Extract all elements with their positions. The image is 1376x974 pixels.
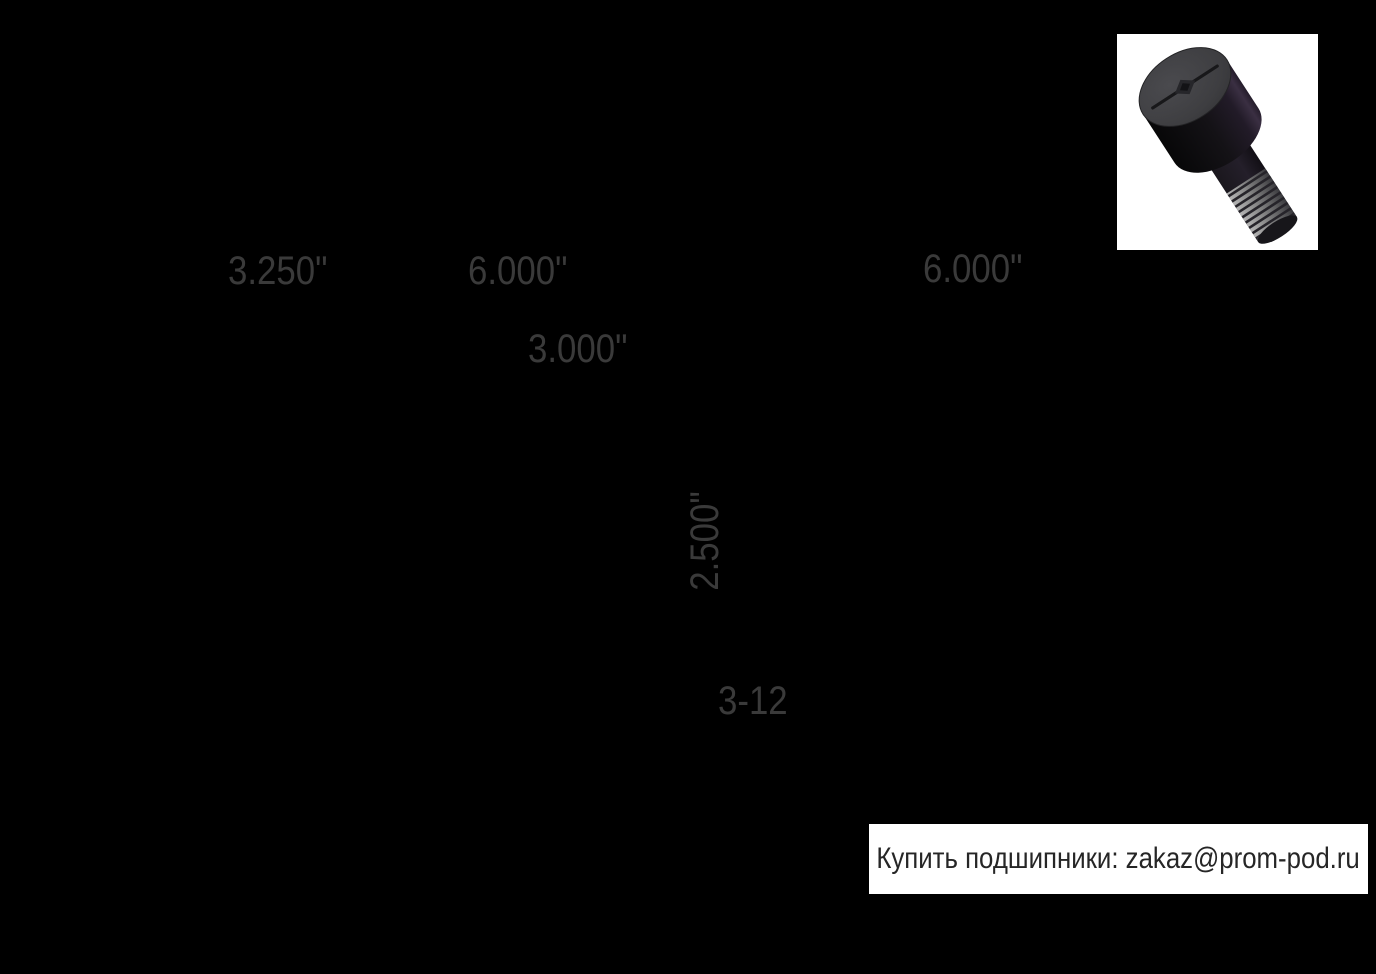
dim-label-roller-width: 3.000" [528, 327, 628, 371]
dim-label-stud-length: 3.250" [228, 249, 328, 293]
cam-follower-3d-render-image [1117, 34, 1318, 250]
dim-label-thread-spec: 3-12 [718, 679, 788, 723]
contact-banner [869, 824, 1368, 894]
product-photo [1117, 34, 1318, 250]
dim-label-stud-diameter: 2.500" [683, 491, 727, 591]
contact-text: Купить подшипники: zakaz@prom-pod.ru [876, 842, 1361, 875]
dim-label-roller-diameter-left: 6.000" [468, 249, 568, 293]
cam-follower-part [1125, 34, 1318, 250]
dim-label-roller-diameter-right: 6.000" [923, 247, 1023, 291]
